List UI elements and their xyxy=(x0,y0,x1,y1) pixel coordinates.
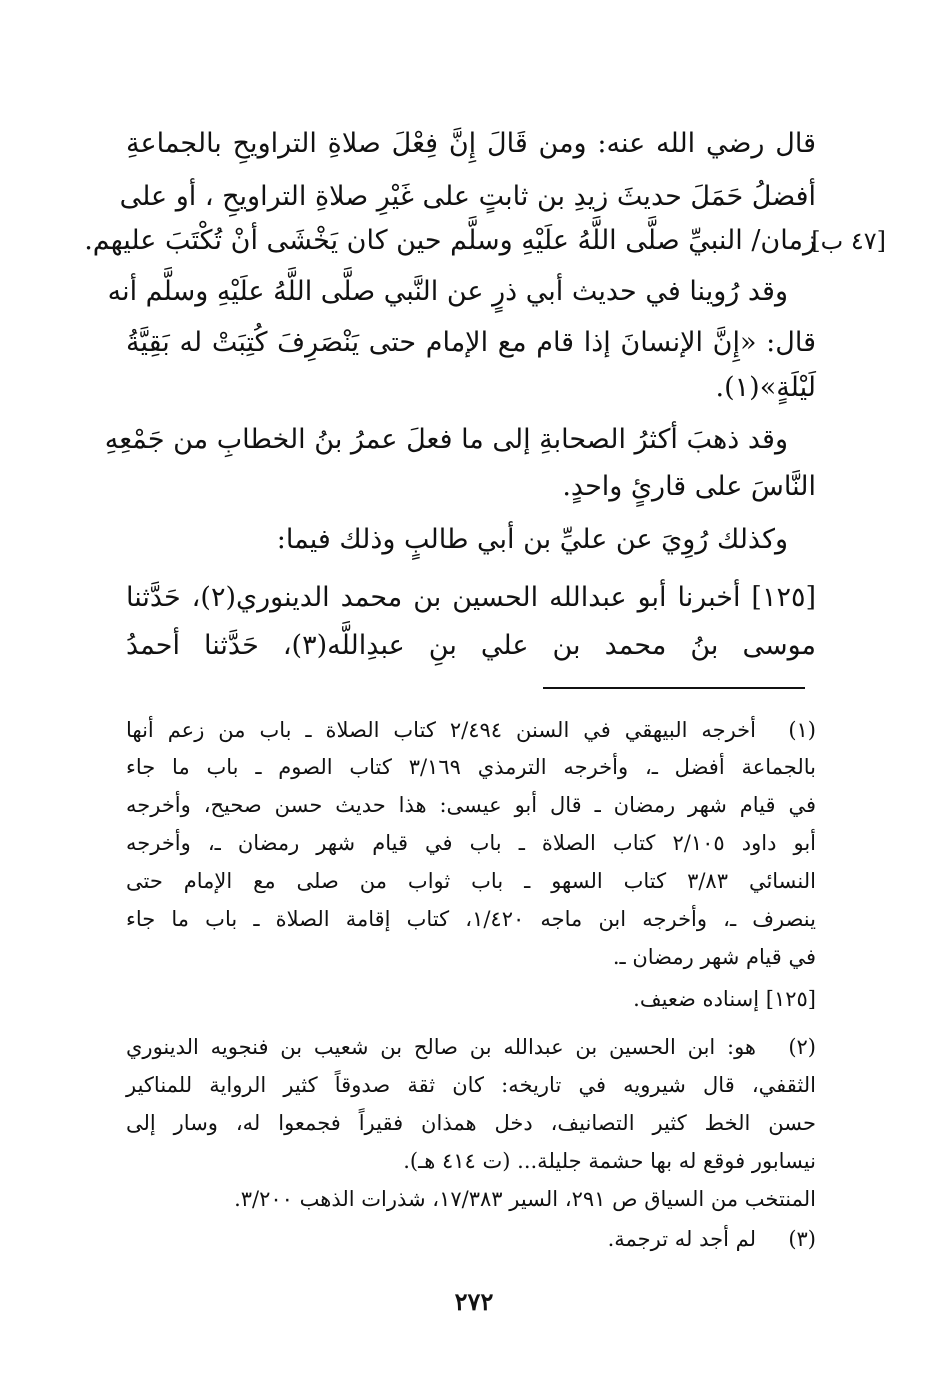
footnote-text: بالجماعة أفضل ـ، وأخرجه الترمذي ٣/١٦٩ كتاب الصوم ـ باب ما جاء xyxy=(126,755,816,779)
page-number: ٢٧٢ xyxy=(454,1287,494,1316)
footnote-text: هو: ابن الحسين بن عبدالله بن صالح بن شعيب بن فنجويه الدينوري xyxy=(126,1035,756,1059)
footnote-text: لم أجد له ترجمة. xyxy=(607,1227,756,1251)
main-text-line: قال رضي الله عنه: ومن قَالَ إِنَّ فِعْلَ صلاةِ التراويحِ بالجماعةِ xyxy=(126,128,816,159)
main-text-line: وكذلك رُوِيَ عن عليِّ بن أبي طالبٍ وذلك فيما: xyxy=(276,524,788,555)
footnote-number: (٢) xyxy=(788,1035,816,1059)
footnote-text: في قيام شهر رمضان ـ قال أبو عيسى: هذا حديث حسن صحيح، وأخرجه xyxy=(126,793,816,817)
footnote-text: النسائي ٣/٨٣ كتاب السهو ـ باب ثواب من صلى مع الإمام حتى xyxy=(126,869,816,893)
main-text-line: لَيْلَةٍ»(١). xyxy=(715,372,816,403)
main-text-line: وقد رُوينا في حديث أبي ذرٍ عن النَّبي صلَّى اللَّهُ علَيْهِ وسلَّم أنه xyxy=(107,276,788,307)
main-text-line: موسى بنُ محمد بن علي بنِ عبدِاللَّه(٣)، حَدَّثنا أحمدُ xyxy=(126,630,817,661)
footnote-text: في قيام شهر رمضان ـ. xyxy=(612,945,816,969)
footnote-125: [١٢٥] إسناده ضعيف. xyxy=(633,987,816,1011)
main-text-line: أفضلُ حَمَلَ حديثَ زيدِ بن ثابتٍ على غَيْرِ صلاةِ التراويحِ ، أو على xyxy=(119,181,816,212)
footnote-separator xyxy=(543,687,805,689)
footnote-text: أخرجه البيهقي في السنن ٢/٤٩٤ كتاب الصلاة ـ باب من زعم أنها xyxy=(126,718,757,742)
footnote-text: المنتخب من السياق ص ٢٩١، السير ١٧/٣٨٣، شذرات الذهب ٣/٢٠٠. xyxy=(234,1187,816,1211)
footnote-text: أبو داود ٢/١٠٥ كتاب الصلاة ـ باب في قيام شهر رمضان ـ، وأخرجه xyxy=(126,831,816,855)
folio-margin-note: [٤٧ ب] xyxy=(811,227,886,255)
main-text-line: قال: «إِنَّ الإنسانَ إذا قام مع الإمام حتى يَنْصَرِفَ كُتِبَتْ له بَقِيَّةُ xyxy=(126,327,816,358)
footnote-number: (٣) xyxy=(788,1227,816,1251)
main-text-line: النَّاسَ على قارئٍ واحدٍ. xyxy=(562,471,816,502)
footnote-text: الثقفي، قال شيرويه في تاريخه: كان ثقة صدوقاً كثير الرواية للمناكير xyxy=(126,1073,816,1097)
main-text-line: وقد ذهبَ أكثرُ الصحابةِ إلى ما فعلَ عمرُ بنُ الخطابِ من جَمْعِهِ xyxy=(104,424,788,455)
footnote-text: ينصرف ـ، وأخرجه ابن ماجه ١/٤٢٠، كتاب إقامة الصلاة ـ باب ما جاء xyxy=(126,907,816,931)
main-text-line: زمان/ النبيِّ صلَّى اللَّهُ علَيْهِ وسلَّم حين كان يَخْشَى أنْ تُكْتَبَ عليهم. xyxy=(84,225,816,256)
main-text-line: [١٢٥] أخبرنا أبو عبدالله الحسين بن محمد الدينوري(٢)، حَدَّثنا xyxy=(126,582,816,613)
footnote-text: حسن الخط كثير التصانيف، دخل همذان فقيراً فجمعوا له، وسار إلى xyxy=(126,1111,816,1135)
footnote-number: (١) xyxy=(788,718,816,742)
footnote-text: نيسابور فوقع له بها حشمة جليلة... (ت ٤١٤ هـ). xyxy=(403,1149,816,1173)
